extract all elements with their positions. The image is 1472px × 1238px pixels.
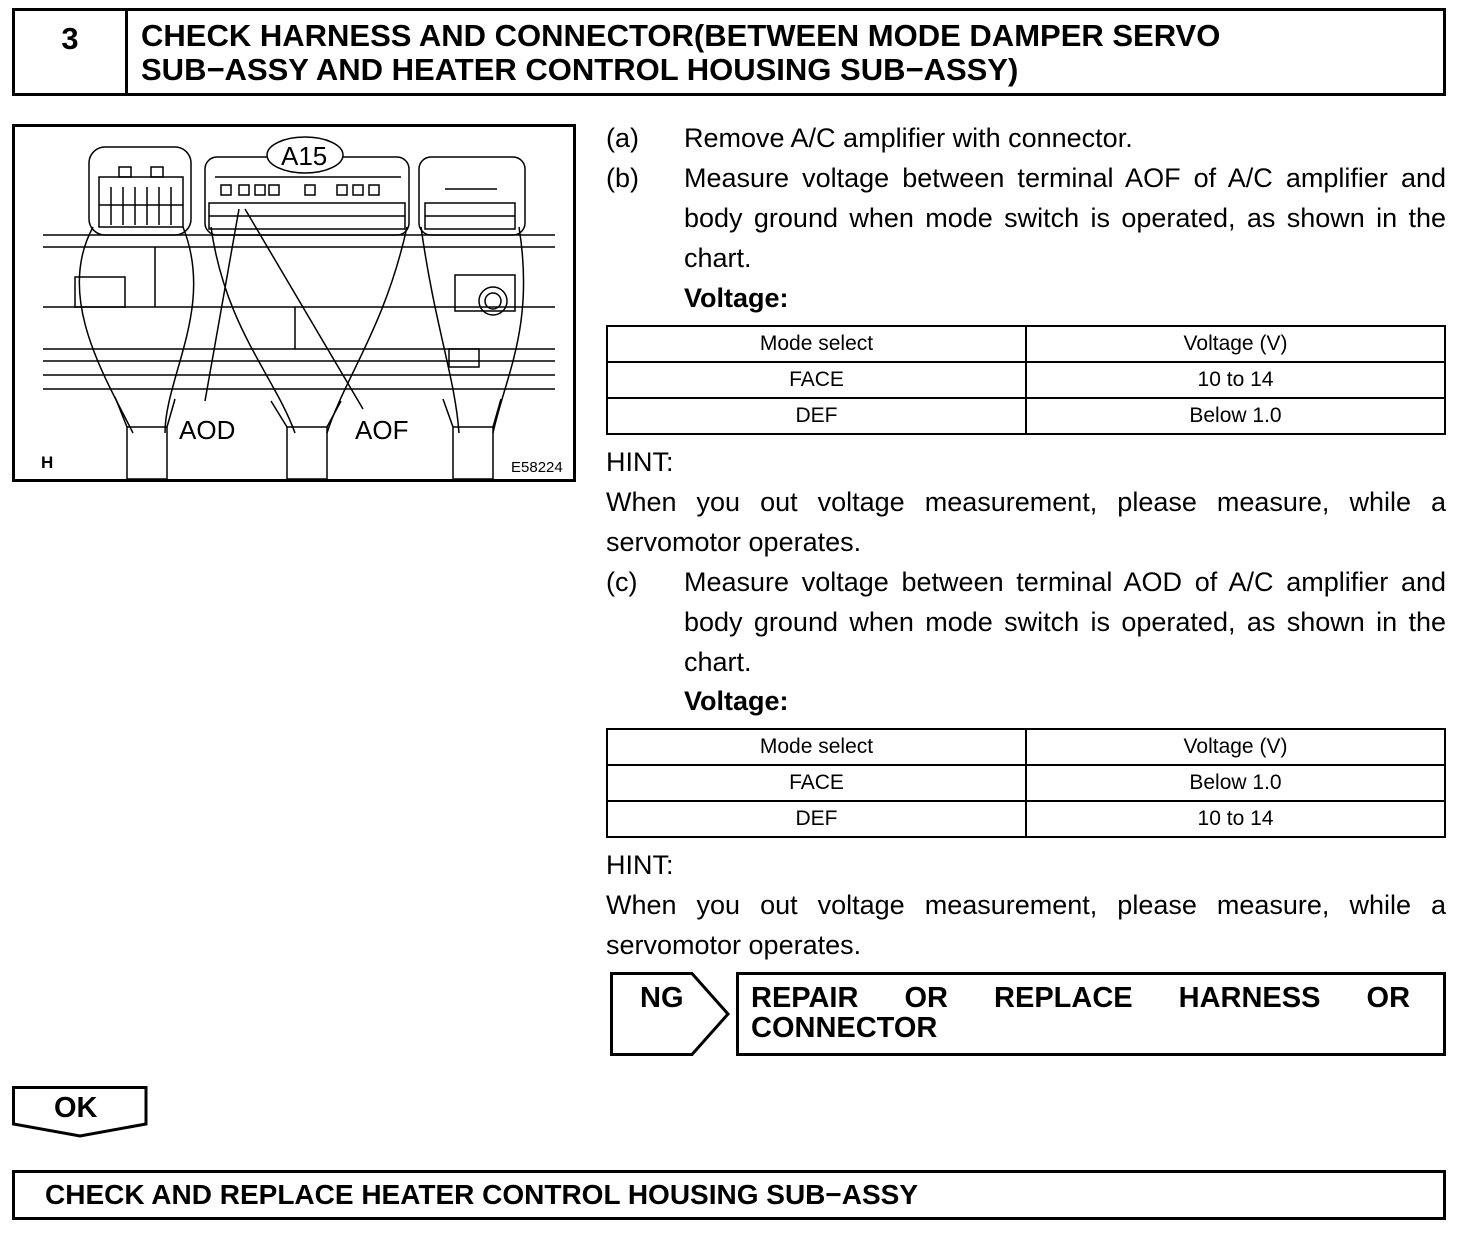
ng-result-box (736, 972, 1446, 1056)
table-row (607, 362, 1445, 398)
table-row (607, 801, 1445, 837)
hint-text-2: When you out voltage measurement, please measure, while a servomotor operates. (606, 890, 1446, 960)
step-c-marker: (c) (606, 567, 638, 597)
step-b-marker: (b) (606, 163, 639, 193)
hint-label-2: HINT: (606, 850, 674, 880)
step-c-text: Measure voltage between terminal AOD of A/C amplifier and body ground when mode switch is operated, as shown in the chart. (684, 567, 1446, 677)
step-title-line1: CHECK HARNESS AND CONNECTOR(BETWEEN MODE DAMPER SERVO (141, 18, 1221, 53)
hint-text-1: When you out voltage measurement, please measure, while a servomotor operates. (606, 487, 1446, 557)
table-row (607, 398, 1445, 434)
table-header-row (607, 729, 1445, 765)
table-header-cell: Mode select (607, 729, 1026, 765)
voltage-label-2: Voltage: (684, 686, 789, 716)
table-cell: FACE (607, 362, 1026, 398)
table-cell: DEF (607, 801, 1026, 837)
ng-result-line1 (751, 983, 1431, 1013)
step-number: 3 (15, 11, 128, 93)
ng-arrow-box (610, 972, 730, 1056)
voltage-label-1: Voltage: (684, 283, 789, 313)
ng-label: NG (640, 982, 684, 1014)
table-cell: 10 to 14 (1026, 362, 1445, 398)
voltage-table-aod (606, 728, 1446, 838)
connector-label: A15 (281, 141, 328, 171)
figure-id: E58224 (511, 459, 563, 476)
step-header (12, 8, 1446, 96)
terminal-aod-label: AOD (179, 415, 236, 445)
table-cell: DEF (607, 398, 1026, 434)
step-a-marker: (a) (606, 123, 639, 153)
connector-illustration (12, 124, 576, 482)
table-cell: Below 1.0 (1026, 765, 1445, 801)
ok-label: OK (54, 1092, 98, 1124)
table-row (607, 765, 1445, 801)
voltage-table-aof (606, 325, 1446, 435)
step-title-line2: SUB−ASSY AND HEATER CONTROL HOUSING SUB−ASSY) (141, 52, 1019, 87)
table-header-row (607, 326, 1445, 362)
table-header-cell: Mode select (607, 326, 1026, 362)
connector-drawing (15, 127, 573, 479)
step-a-text: Remove A/C amplifier with connector. (684, 123, 1133, 153)
table-cell: 10 to 14 (1026, 801, 1445, 837)
ng-result-text (751, 983, 1431, 1043)
step-b-text: Measure voltage between terminal AOF of A/C amplifier and body ground when mode switch is operated, as shown in the chart. (684, 163, 1446, 273)
table-header-cell: Voltage (V) (1026, 729, 1445, 765)
step-title (141, 19, 1433, 87)
ng-result-line1-text: REPAIR OR REPLACE HARNESS OR (751, 982, 1411, 1014)
figure-corner-code: H (41, 453, 54, 472)
table-cell: FACE (607, 765, 1026, 801)
ng-result-line2: CONNECTOR (751, 1012, 938, 1044)
final-step-text: CHECK AND REPLACE HEATER CONTROL HOUSING SUB−ASSY (45, 1179, 919, 1210)
ok-arrow-box (12, 1086, 152, 1140)
table-cell: Below 1.0 (1026, 398, 1445, 434)
hint-label-1: HINT: (606, 447, 674, 477)
terminal-aof-label: AOF (355, 415, 409, 445)
table-header-cell: Voltage (V) (1026, 326, 1445, 362)
final-step-box (12, 1170, 1446, 1220)
